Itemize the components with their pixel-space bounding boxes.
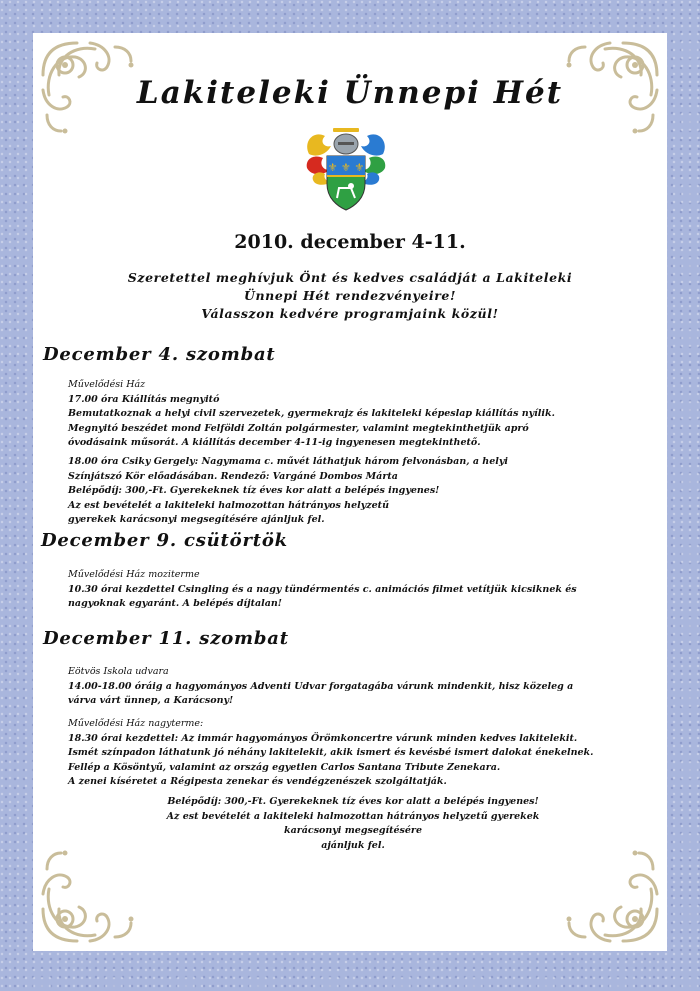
event-line: Bemutatkoznak a helyi civil szervezetek, gyermekrajz és lakiteleki képeslap kiállítás nyílik. <box>68 408 555 419</box>
event-line: 18.30 órai kezdettel: Az immár hagyományos Örömkoncertre várunk minden kedves lakitelekit. <box>68 732 578 744</box>
day-heading-december-11: December 11. szombat <box>43 628 289 649</box>
event-line: várva várt ünnep, a Karácsony! <box>68 695 234 706</box>
event-line: nagyoknak egyaránt. A belépés díjtalan! <box>68 598 282 609</box>
event-venue: Művelődési Ház mozitermе <box>68 569 200 580</box>
footer-line: Az est bevételét a lakiteleki halmozottan hátrányos helyzetű gyerekek <box>166 810 540 822</box>
day-heading-december-4: December 4. szombat <box>43 344 276 365</box>
footer-line: karácsonyi megsegítésére <box>284 825 422 836</box>
event-venue: Eötvös Iskola udvara <box>68 666 169 677</box>
event-line: 10.30 órai kezdettel Csingling és a nagy tündérmentés c. animációs filmet vetítjük kicsiknek és <box>68 583 577 595</box>
page-title: Lakiteleki Ünnepi Hét <box>136 75 564 111</box>
admission-footer <box>93 795 613 853</box>
svg-text:⚜ ⚜ ⚜: ⚜ ⚜ ⚜ <box>327 161 365 174</box>
footer-line: ajánljuk fel. <box>321 839 385 851</box>
event-line: Az est bevételét a lakiteleki halmozottan hátrányos helyzetű <box>68 499 389 511</box>
event-line: Megnyitó beszédet mond Felföldi Zoltán polgármester, valamint megtekinthetjük apró <box>68 422 529 434</box>
event-line: 14.00-18.00 óráig a hagyományos Adventi Udvar forgatagába várunk mindenkit, hisz közeleg a <box>68 680 574 692</box>
event-block <box>68 455 508 528</box>
event-line: 18.00 óra Csiky Gergely: Nagymama c. művét láthatjuk három felvonásban, a helyi <box>68 456 509 467</box>
event-line: A zenei kíséretet a Régipesta zenekar és vendégzenészek szolgáltatják. <box>68 776 447 787</box>
event-line: 17.00 óra Kiállítás megnyitó <box>68 393 220 405</box>
event-block <box>68 378 555 451</box>
invitation-line: Ünnepi Hét rendezvényeire! <box>243 288 457 303</box>
event-block <box>68 717 593 790</box>
event-line: Ismét színpadon láthatunk jó néhány lakitelekit, akik ismert és kevésbé ismert dalokat énekelnek. <box>68 747 594 758</box>
poster-page <box>33 33 667 951</box>
event-line: óvodásaink műsorát. A kiállítás december 4-11-ig ingyenesen megtekinthető. <box>68 437 481 448</box>
event-block <box>68 568 577 612</box>
event-venue: Művelődési Ház nagyterme: <box>68 718 204 729</box>
event-block <box>68 665 573 709</box>
ornamental-corner-icon <box>35 839 145 949</box>
day-heading-december-9: December 9. csütörtök <box>41 530 288 551</box>
event-line: Belépődíj: 300,-Ft. Gyerekeknek tíz éves kor alatt a belépés ingyenes! <box>68 485 440 496</box>
event-line: Fellép a Kösöntyű, valamint az ország egyetlen Carlos Santana Tribute Zenekara. <box>68 761 501 773</box>
invitation-line: Szeretettel meghívjuk Önt és kedves családját a Lakiteleki <box>127 270 573 285</box>
invitation-text <box>73 269 627 323</box>
event-venue: Művelődési Ház <box>68 379 146 390</box>
coat-of-arms-icon <box>303 124 389 214</box>
event-line: Színjátszó Kör előadásában. Rendező: Vargáné Dombos Márta <box>68 470 398 482</box>
invitation-line: Válasszon kedvére programjaink közül! <box>201 306 499 321</box>
footer-line: Belépődíj: 300,-Ft. Gyerekeknek tíz éves kor alatt a belépés ingyenes! <box>167 796 539 807</box>
event-date: 2010. december 4-11. <box>234 231 466 253</box>
ornamental-corner-icon <box>555 839 665 949</box>
event-line: gyerekek karácsonyi megsegítésére ajánljuk fel. <box>68 514 325 525</box>
